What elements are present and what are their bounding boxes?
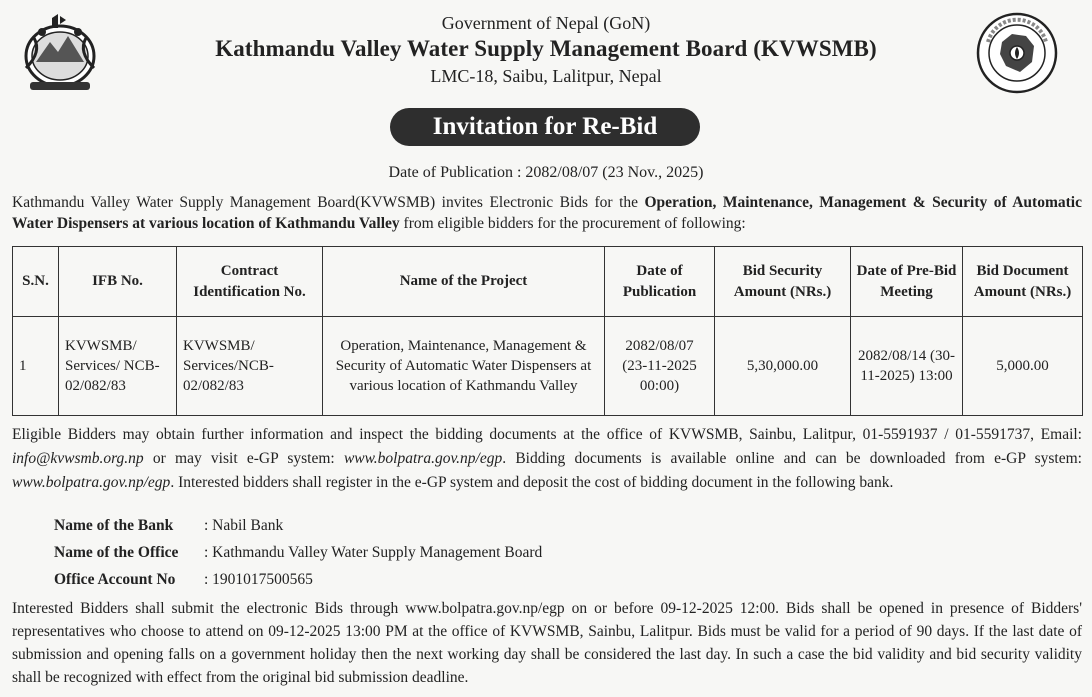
bank-details: [54, 515, 542, 596]
cell-security: 5,30,000.00: [715, 317, 851, 416]
eligible-text-4: . Interested bidders shall register in the e-GP system and deposit the cost of bidding document in the following bank.: [170, 474, 894, 491]
notice-title: Invitation for Re-Bid: [390, 108, 700, 146]
eligibility-paragraph: [12, 423, 1082, 495]
cell-prebid: 2082/08/14 (30-11-2025) 13:00: [851, 317, 963, 416]
bank-name-label: Name of the Bank: [54, 517, 174, 534]
egp-url-1: www.bolpatra.gov.np/egp: [343, 450, 503, 467]
account-number-value: : 1901017500565: [204, 571, 313, 588]
cell-pub-date: 2082/08/07 (23-11-2025 00:00): [605, 317, 715, 416]
intro-project-name: Operation, Maintenance, Management & Security of Automatic Water Dispensers at various location of Kathmandu Valley: [12, 194, 1082, 232]
cell-sn: 1: [13, 317, 59, 416]
contact-email: info@kvwsmb.org.np: [12, 450, 144, 467]
intro-text-end: from eligible bidders for the procurement of following:: [399, 215, 746, 232]
office-name-value: : Kathmandu Valley Water Supply Management Board: [204, 544, 543, 561]
eligible-text-1: Eligible Bidders may obtain further information and inspect the bidding documents at the office of KVWSMB, Sainbu, Lalitpur, 01-5591937 / 01-5591737, Email:: [12, 426, 1082, 443]
header-doc-amount: Bid Document Amount (NRs.): [963, 247, 1083, 317]
header-prebid: Date of Pre-Bid Meeting: [851, 247, 963, 317]
office-name-row: [54, 542, 542, 569]
intro-text-start: Kathmandu Valley Water Supply Management Board(KVWSMB) invites Electronic Bids for the: [12, 194, 645, 211]
cell-project: Operation, Maintenance, Management & Security of Automatic Water Dispensers at various location of Kathmandu Valley: [323, 317, 605, 416]
publication-date: Date of Publication : 2082/08/07 (23 Nov., 2025): [388, 164, 704, 181]
board-name: Kathmandu Valley Water Supply Management Board (KVWSMB): [215, 36, 877, 61]
header-sn: S.N.: [13, 247, 59, 317]
cell-contract-id: KVWSMB/ Services/NCB- 02/082/83: [177, 317, 323, 416]
bid-table: [12, 246, 1083, 416]
header-contract-id: Contract Identification No.: [177, 247, 323, 317]
cell-doc-amount: 5,000.00: [963, 317, 1083, 416]
account-number-row: [54, 569, 542, 596]
header-project: Name of the Project: [323, 247, 605, 317]
egp-url-2: www.bolpatra.gov.np/egp: [12, 474, 171, 491]
bank-name-value: : Nabil Bank: [204, 517, 284, 534]
office-name-label: Name of the Office: [54, 544, 179, 561]
header-pub-date: Date of Publication: [605, 247, 715, 317]
header-ifb: IFB No.: [59, 247, 177, 317]
government-title: Government of Nepal (GoN): [441, 13, 651, 33]
table-header-row: [13, 247, 1083, 317]
bank-name-row: [54, 515, 542, 542]
table-row: [13, 317, 1083, 416]
closing-paragraph: Interested Bidders shall submit the electronic Bids through www.bolpatra.gov.np/egp on or before 09-12-2025 12:00. Bids shall be opened in presence of Bidders' representatives who choose to attend on 09-12-2025 13:00 PM at the office of KVWSMB, Sainbu, Lalitpur. Bids must be valid for a period of 90 days. If the last date of submission and opening falls on a government holiday then the next working day shall be considered the last day. In such a case the bid validity and bid security validity shall be recognized with effect from the original bid submission deadline.: [12, 600, 1082, 686]
document-header: [0, 12, 1092, 88]
eligible-text-2: or may visit e-GP system:: [143, 450, 344, 467]
account-number-label: Office Account No: [54, 571, 176, 588]
eligible-text-3: . Bidding documents is available online and can be downloaded from e-GP system:: [502, 450, 1082, 467]
board-address: LMC-18, Saibu, Lalitpur, Nepal: [430, 66, 662, 86]
header-security: Bid Security Amount (NRs.): [715, 247, 851, 317]
intro-paragraph: [12, 192, 1082, 234]
cell-ifb: KVWSMB/ Services/ NCB- 02/082/83: [59, 317, 177, 416]
